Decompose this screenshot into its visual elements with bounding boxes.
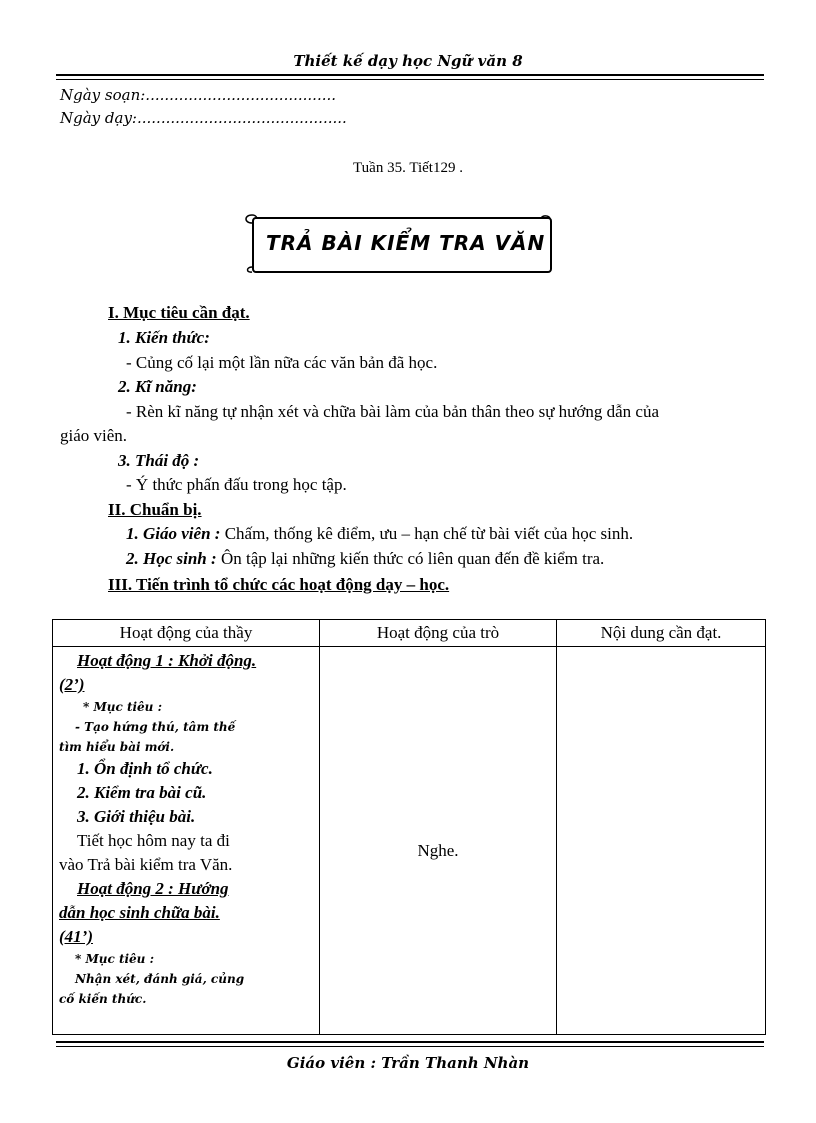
student-activity-text: Nghe. — [417, 841, 459, 860]
activity-1-goal-a: - Tạo hứng thú, tâm thế — [75, 720, 236, 734]
table-header-row — [53, 620, 766, 647]
step-3: 3. Giới thiệu bài. — [77, 807, 196, 826]
section-2-2-text: Ôn tập lại những kiến thức có liên quan đến đề kiểm tra. — [216, 549, 605, 568]
section-1-1-label: 1. Kiến thức: — [118, 328, 210, 347]
student-activity-cell — [320, 647, 557, 1035]
banner-box — [252, 217, 552, 273]
intro-text-a: Tiết học hôm nay ta đi — [77, 831, 230, 850]
table-row — [53, 647, 766, 1035]
section-2-2 — [126, 549, 604, 569]
col-header-teacher: Hoạt động của thầy — [53, 620, 320, 647]
col-header-content: Nội dung cần đạt. — [557, 620, 766, 647]
footer-rule-thick — [56, 1041, 764, 1043]
section-1-2-text: - Rèn kĩ năng tự nhận xét và chữa bài làm của bản thân theo sự hướng dẫn của — [126, 402, 660, 421]
section-2-heading: II. Chuẩn bị. — [108, 500, 202, 519]
prep-date: Ngày soạn:........................................ — [60, 86, 337, 104]
activity-1-goal-b: tìm hiểu bài mới. — [59, 740, 175, 754]
activity-1-duration: (2’) — [59, 675, 85, 694]
teach-date: Ngày dạy:............................................ — [60, 109, 347, 127]
week-lesson: Tuần 35. Tiết129 . — [353, 160, 463, 176]
section-2-1-text: Chấm, thống kê điểm, ưu – hạn chế từ bài viết của học sinh. — [220, 524, 634, 543]
section-1-3-label: 3. Thái độ : — [118, 451, 200, 470]
section-2-2-label: 2. Học sinh : — [126, 549, 217, 568]
footer-rule-thin — [56, 1046, 764, 1047]
activity-2-title-b: dẫn học sinh chữa bài. — [59, 903, 220, 922]
title-banner — [244, 213, 554, 273]
step-1: 1. Ổn định tổ chức. — [77, 759, 213, 778]
activity-2-title-a: Hoạt động 2 : Hướng — [77, 879, 229, 898]
activity-2-goal-label: * Mục tiêu : — [75, 952, 155, 966]
section-2-1-label: 1. Giáo viên : — [126, 524, 221, 543]
intro-text-b: vào Trả bài kiểm tra Văn. — [59, 855, 233, 874]
section-3-heading: III. Tiến trình tổ chức các hoạt động dạy – học. — [108, 575, 450, 594]
section-1-3-text: - Ý thức phấn đấu trong học tập. — [126, 475, 347, 494]
banner-title: TRẢ BÀI KIỂM TRA VĂN — [266, 231, 546, 255]
activity-2-duration: (41’) — [59, 927, 93, 946]
activity-1-title: Hoạt động 1 : Khởi động. — [77, 651, 257, 670]
page-header-title: Thiết kế dạy học Ngữ văn 8 — [293, 52, 523, 70]
activity-table — [52, 619, 766, 1035]
activity-2-goal-a: Nhận xét, đánh giá, củng — [75, 972, 245, 986]
header-rule-thick — [56, 74, 764, 76]
step-2: 2. Kiểm tra bài cũ. — [77, 783, 207, 802]
col-header-student: Hoạt động của trò — [320, 620, 557, 647]
section-2-1 — [126, 524, 633, 544]
content-cell — [557, 647, 766, 1035]
section-1-2-label: 2. Kĩ năng: — [118, 377, 197, 396]
teacher-activity-cell — [53, 647, 320, 1035]
section-1-2-text-cont: giáo viên. — [60, 426, 128, 445]
section-1-1-text: - Củng cố lại một lần nữa các văn bản đã học. — [126, 353, 438, 372]
activity-2-goal-b: cố kiến thức. — [59, 992, 147, 1006]
activity-1-goal-label: * Mục tiêu : — [83, 700, 163, 714]
header-rule-thin — [56, 79, 764, 80]
footer-teacher: Giáo viên : Trần Thanh Nhàn — [286, 1054, 530, 1072]
section-1-heading: I. Mục tiêu cần đạt. — [108, 303, 250, 322]
